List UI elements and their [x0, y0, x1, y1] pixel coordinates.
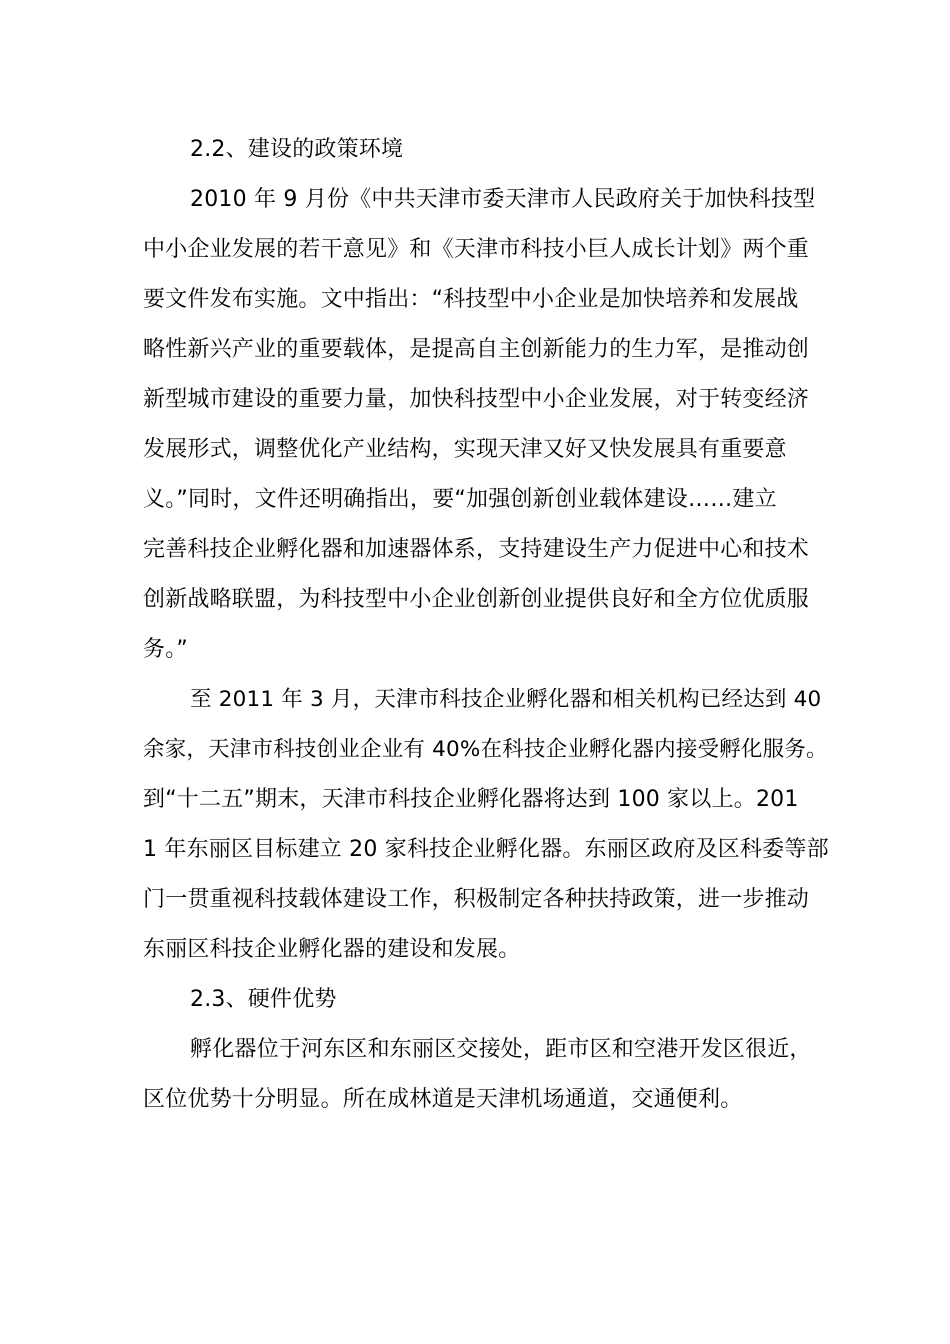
paragraph-line: 东丽区科技企业孵化器的建设和发展。 [143, 937, 521, 962]
paragraph-line: 略性新兴产业的重要载体，是提高自主创新能力的生力军，是推动创 [143, 337, 810, 362]
paragraph-line: 门一贯重视科技载体建设工作，积极制定各种扶持政策，进一步推动 [143, 887, 810, 912]
paragraph-line: 1 年东丽区目标建立 20 家科技企业孵化器。东丽区政府及区科委等部 [143, 837, 829, 862]
paragraph-line: 创新战略联盟，为科技型中小企业创新创业提供良好和全方位优质服 [143, 587, 810, 612]
section-heading-2-3: 2.3、硬件优势 [190, 987, 337, 1012]
paragraph-line: 务。” [143, 637, 188, 662]
paragraph-line: 区位优势十分明显。所在成林道是天津机场通道，交通便利。 [143, 1087, 743, 1112]
paragraph-line: 至 2011 年 3 月，天津市科技企业孵化器和相关机构已经达到 40 [190, 687, 822, 712]
paragraph-line: 完善科技企业孵化器和加速器体系，支持建设生产力促进中心和技术 [143, 537, 810, 562]
paragraph-line: 2010 年 9 月份《中共天津市委天津市人民政府关于加快科技型 [190, 187, 816, 212]
paragraph-line: 新型城市建设的重要力量，加快科技型中小企业发展，对于转变经济 [143, 387, 810, 412]
paragraph-line: 发展形式，调整优化产业结构，实现天津又好又快发展具有重要意 [143, 437, 787, 462]
paragraph-line: 到“十二五”期末，天津市科技企业孵化器将达到 100 家以上。201 [143, 787, 799, 812]
paragraph-line: 余家，天津市科技创业企业有 40%在科技企业孵化器内接受孵化服务。 [143, 737, 828, 762]
section-heading-2-2: 2.2、建设的政策环境 [190, 137, 404, 162]
paragraph-line: 中小企业发展的若干意见》和《天津市科技小巨人成长计划》两个重 [143, 237, 810, 262]
paragraph-line: 要文件发布实施。文中指出：“科技型中小企业是加快培养和发展战 [143, 287, 799, 312]
paragraph-line: 义。”同时，文件还明确指出，要“加强创新创业载体建设……建立 [143, 487, 777, 512]
paragraph-line: 孵化器位于河东区和东丽区交接处，距市区和空港开发区很近， [190, 1037, 812, 1062]
